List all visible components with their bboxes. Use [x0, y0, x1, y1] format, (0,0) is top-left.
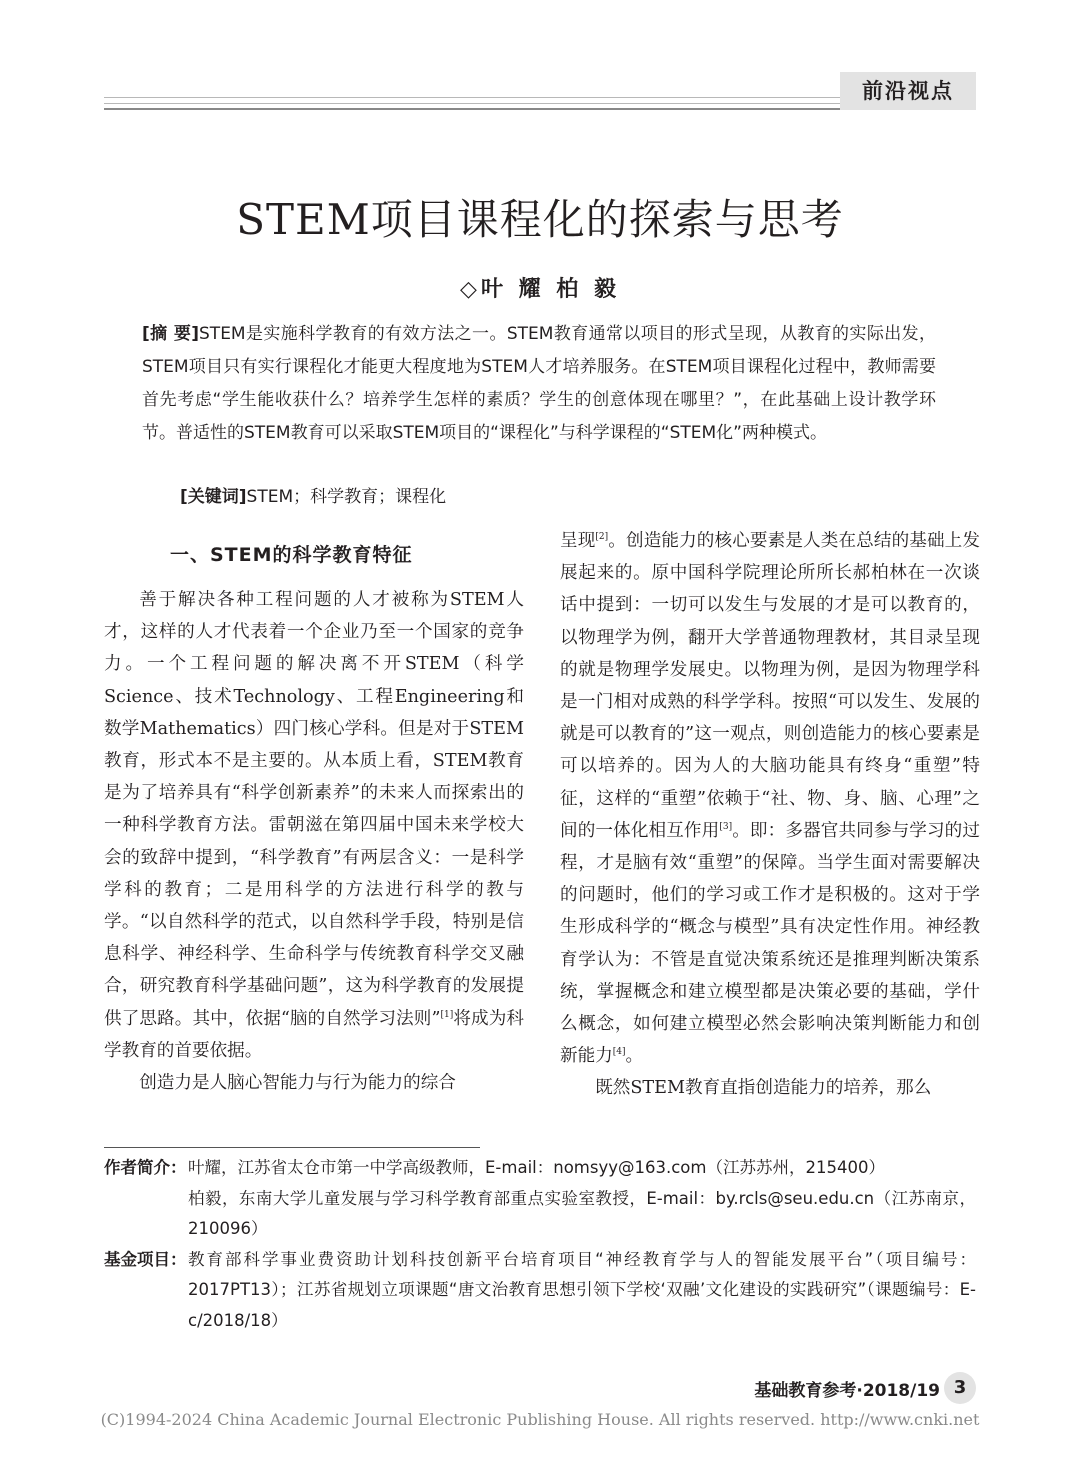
abstract-label: [摘 要]	[142, 324, 200, 344]
author-info-label: 作者简介：	[104, 1158, 187, 1177]
section-tab: 前沿视点	[840, 72, 976, 110]
paragraph-text: 。	[625, 1046, 644, 1067]
abstract-text: STEM是实施科学教育的有效方法之一。STEM教育通常以项目的形式呈现，从教育的实际出发，STEM项目只有实行课程化才能更大程度地为STEM人才培养服务。在STEM项目课程化过程中，教师需要首先考虑“学生能收获什么？培养学生怎样的素质？学生的创意体现在哪里？”，在此基础上设计教学环节。普适性的STEM教育可以采取STEM项目的“课程化”与科学课程的“STEM化”两种模式。	[142, 324, 936, 443]
keywords-text: STEM；科学教育；课程化	[246, 487, 447, 507]
fund-info-label: 基金项目：	[104, 1249, 187, 1269]
author-info	[104, 1153, 976, 1245]
citation-ref: [3]	[719, 821, 733, 832]
footnotes	[104, 1153, 976, 1337]
body-paragraph: 既然STEM教育直指创造能力的培养，那么	[595, 1078, 932, 1099]
body-paragraph	[560, 525, 980, 1072]
author-info-body	[188, 1153, 976, 1245]
author-info-line: 柏毅，东南大学儿童发展与学习科学教育部重点实验室教授，E-mail：by.rcls@seu.edu.cn（江苏南京，210096）	[188, 1188, 976, 1239]
copyright-notice: (C)1994-2024 China Academic Journal Electronic Publishing House. All rights reserved. http://www.cnki.net	[100, 1410, 980, 1429]
body-paragraph: 创造力是人脑心智能力与行为能力的综合	[139, 1073, 456, 1094]
keywords	[180, 482, 940, 512]
citation-ref: [1]	[440, 1009, 454, 1020]
left-column	[104, 538, 524, 1099]
journal-citation: 基础教育参考·2018/19	[754, 1381, 940, 1401]
section-heading: 一、STEM的科学教育特征	[170, 544, 413, 566]
paragraph-text: 呈现	[560, 531, 596, 551]
footnote-rule	[104, 1147, 480, 1148]
article-authors: ◇叶 耀 柏 毅	[460, 277, 620, 302]
citation-ref: [4]	[612, 1047, 626, 1058]
header-rule	[104, 103, 840, 104]
paragraph-text: 。创造能力的核心要素是人类在总结的基础上发展起来的。原中国科学院理论所所长郝柏林在一次谈话中提到：一切可以发生与发展的才是可以教育的，以物理学为例，翻开大学普通物理教材，其目录呈现的就是物理学发展史。以物理为例，是因为物理学科是一门相对成熟的科学学科。按照“可以发生、发展的就是可以教育的”这一观点，则创造能力的核心要素是可以培养的。因为人的大脑功能具有终身“重塑”特征，这样的“重塑”依赖于“社、物、身、脑、心理”之间的一体化相互作用	[560, 531, 980, 841]
abstract	[142, 318, 936, 450]
keywords-label: [关键词]	[180, 487, 247, 507]
fund-info	[104, 1245, 976, 1337]
right-column	[560, 525, 980, 1105]
header-rule	[104, 97, 840, 98]
paragraph-text: 。即：多器官共同参与学习的过程，才是脑有效“重塑”的保障。当学生面对需要解决的问题时，他们的学习或工作才是积极的。这对于学生形成科学的“概念与模型”具有决定性作用。神经教育学认为：不管是直觉决策系统还是推理判断决策系统，掌握概念和建立模型都是决策必要的基础，学什么概念，如何建立模型必然会影响决策判断能力和创新能力	[560, 820, 980, 1067]
citation-ref: [2]	[595, 532, 609, 543]
article-title: STEM项目课程化的探索与思考	[236, 195, 844, 244]
author-info-line: 叶耀，江苏省太仓市第一中学高级教师，E-mail：nomsyy@163.com（江苏苏州，215400）	[188, 1158, 885, 1177]
page-number: 3	[944, 1372, 976, 1404]
paragraph-text: 将成为科学教育的首要依据。	[104, 1008, 524, 1061]
fund-info-text: 教育部科学事业费资助计划科技创新平台培育项目“神经教育学与人的智能发展平台”（项目编号：2017PT13）；江苏省规划立项课题“唐文治教育思想引领下学校‘双融’文化建设的实践研究”（课题编号：E-c/2018/18）	[188, 1249, 976, 1330]
paragraph-text: 善于解决各种工程问题的人才被称为STEM人才，这样的人才代表着一个企业乃至一个国家的竞争力。一个工程问题的解决离不开STEM（科学Science、技术Technology、工程Engineering和数学Mathematics）四门核心学科。但是对于STEM教育，形式本不是主要的。从本质上看，STEM教育是为了培养具有“科学创新素养”的未来人而探索出的一种科学教育方法。雷朝滋在第四届中国未来学校大会的致辞中提到，“科学教育”有两层含义：一是科学学科的教育；二是用科学的方法进行科学的教与学。“以自然科学的范式，以自然科学手段，特别是信息科学、神经科学、生命科学与传统教育科学交叉融合，研究教育科学基础问题”，这为科学教育的发展提供了思路。其中，依据“脑的自然学习法则”	[104, 590, 524, 1029]
body-paragraph	[104, 584, 524, 1067]
